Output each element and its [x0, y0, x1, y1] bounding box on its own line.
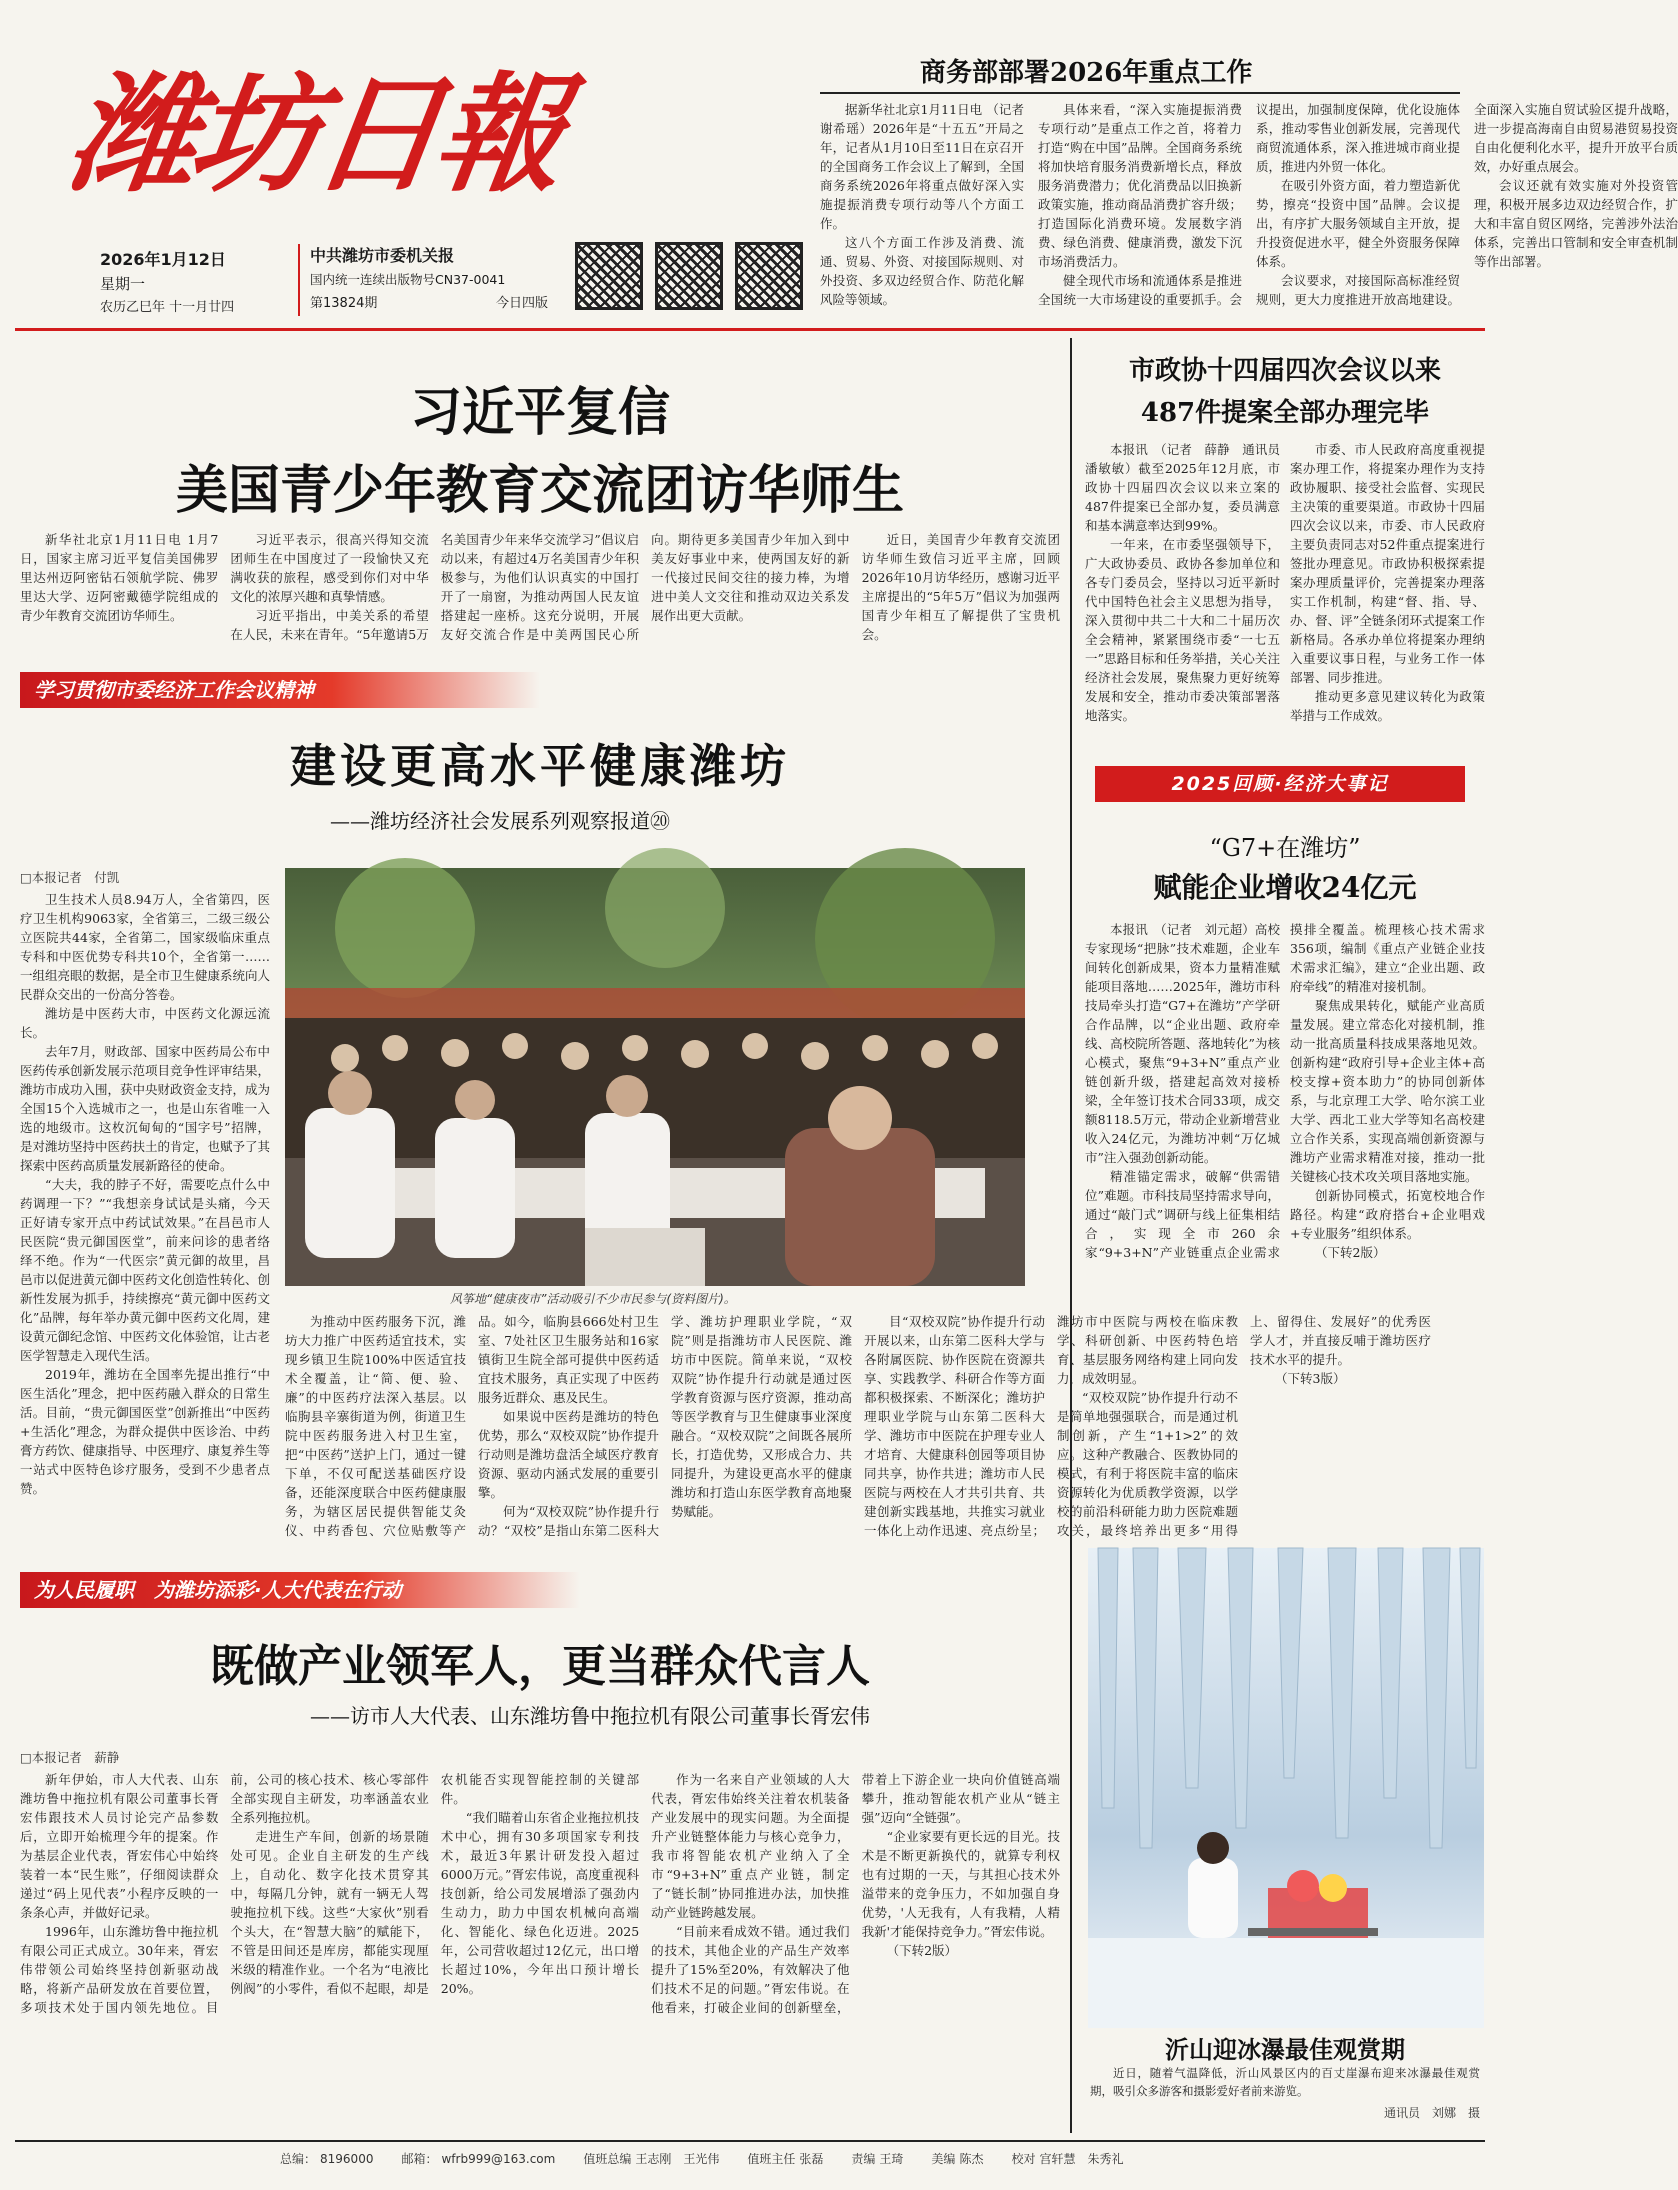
footer-item [1011, 2150, 1123, 2167]
cppcc-title-line1: 市政协十四届四次会议以来 [1128, 356, 1441, 386]
cn-number: 国内统一连续出版物号CN37-0041 [310, 272, 506, 287]
cppcc-title-line2: 487件提案全部办理完毕 [1140, 398, 1430, 428]
footer-label: 责编 [851, 2152, 876, 2166]
paragraph: 近日，美国青少年教育交流团访华师生致信习近平主席，回顾2026年10月访华经历，感谢习近平主席提出的“5年5万”倡议为加强两国青少年相互了解提供了宝贵机会。 [861, 532, 1060, 642]
issue-lunar: 农历乙巳年 十一月廿四 [100, 300, 235, 315]
paragraph: （下转2版） [1315, 1245, 1386, 1260]
issue-date-block [100, 248, 260, 320]
section-banner-review: 2025回顾·经济大事记 [1095, 766, 1465, 802]
paragraph: 市委、市人民政府高度重视提案办理工作，将提案办理作为支持政协履职、接受社会监督、实现民主决策的重要渠道。市政协十四届四次会议以来，市委、市人民政府主要负责同志对52件重点提案进行签批办理意见。市政协积极探索提案办理质量评价，完善提案办理落实工作机制，构建“督、指、导、办、督、评”全链条闭环式提案工作新格局。各承办单位将提案办理纳入重要议事日程，与业务工作一体部署、同步推进。 [1290, 442, 1485, 685]
publisher-block [298, 244, 548, 316]
paragraph: （下转2版） [886, 1943, 958, 1958]
issue-weekday: 星期一 [100, 275, 146, 293]
paragraph: 去年7月，财政部、国家中医药局公布中医药传承创新发展示范项目竞争性评审结果，潍坊市成功入围，获中央财政资金支持，成为全国15个入选城市之一，也是山东省唯一入选的地级市。这枚沉甸甸的“国字号”招牌，是对潍坊坚持中医药扶土的肯定，也赋予了其探索中医药高质量发展新路径的使命。 [20, 1044, 271, 1173]
footer-label: 邮箱： [401, 2152, 438, 2166]
ice-photo-title: 沂山迎冰瀑最佳观赏期 [1165, 2035, 1405, 2064]
paragraph: “我们瞄着山东省企业拖拉机技术中心，拥有30多项国家专利技术，最近3年累计研发投入超过6000万元。”胥宏伟说，高度重视科技创新，给公司发展增添了强劲内生动力，助力中国农机械向高端化、智能化、绿色化迈进。2025年，公司营收超过12亿元，出口增长超过10%，今年出口预计增长20%。 [440, 1810, 640, 1996]
footer-item [851, 2150, 903, 2167]
paragraph: 潍坊是中医药大市，中医药文化源远流长。 [20, 1006, 270, 1040]
industry-byline: □本报记者 薪静 [20, 1750, 120, 1765]
footer-value: 王琦 [879, 2152, 904, 2166]
footer-item [747, 2150, 823, 2167]
g7-title-line2: 赋能企业增收24亿元 [1153, 871, 1417, 904]
footer-value: 王志刚 王光伟 [635, 2152, 720, 2166]
paragraph: 一年来，在市委坚强领导下，广大政协委员、政协各参加单位和各专门委员会，坚持以习近平新时代中国特色社会主义思想为指导，深入贯彻中共二十大和二十届历次全会精神，紧紧围绕市委“一七五一”思路目标和任务举措，关心关注经济社会发展，聚焦聚力更好统筹发展和安全，推动市委决策部署落地落实。 [1085, 537, 1280, 723]
lead-title-line2: 美国青少年教育交流团访华师生 [175, 460, 904, 521]
publisher: 中共潍坊市委机关报 [310, 246, 455, 265]
lead-article [20, 530, 1060, 662]
footer-label: 总编： [280, 2152, 317, 2166]
paragraph: 具体来看，“深入实施提振消费专项行动”是重点工作之首，将着力打造“购在中国”品牌。全国商务系统将加快培育服务消费新增长点，释放服务消费潜力；优化消费品以旧换新政策实施，推动商品消费扩容升级；打造国际化消费环境。发展数字消费、绿色消费、健康消费，激发下沉市场消费活力。 [1038, 102, 1242, 269]
paragraph: 健全现代市场和流通体系是推进全国统一大市场建设的重要抓手。会议提出，加强制度保障，优化设施体系，推动零售业创新发展，完善现代商贸流通体系，深入推进城市商业提质，推进内外贸一体化。 [1038, 102, 1460, 307]
industry-subtitle: ——访市人大代表、山东潍坊鲁中拖拉机有限公司董事长胥宏伟 [310, 1704, 870, 1728]
paragraph: 本报讯 （记者 刘元超）高校专家现场“把脉”技术难题，企业车间转化创新成果，资本力量精准赋能项目落地……2025年，潍坊市科技局牵头打造“G7+在潍坊”产学研合作品牌，以“企业出题、政府牵线、高校院所答题、落地转化”为核心模式，聚焦“9+3+N”重点产业链创新升级，搭建起高效对接桥梁，全年签订技术合同33项，成交额8118.5万元，带动企业新增营业收入24亿元，为潍坊冲刺“万亿城市”注入强劲创新动能。 [1085, 922, 1280, 1165]
masthead-rule [15, 328, 1485, 331]
paragraph: “大夫，我的脖子不好，需要吃点什么中药调理一下？”“我想亲身试试是头痛，今天正好请专家开点中药试试效果。”在昌邑市人民医院“贵元御国医堂”，前来问诊的患者络绎不绝。作为“一代医宗”黄元御的故里，昌邑市以促进黄元御中医药文化创造性转化、创新性发展为抓手，持续擦亮“黄元御中医药文化”品牌，每年举办黄元御中医药文化周，建设黄元御纪念馆、中医药文化体验馆，让古老医学智慧走入现代生活。 [20, 1177, 271, 1363]
health-article-left [20, 890, 270, 1558]
health-subtitle: ——潍坊经济社会发展系列观察报道⑳ [330, 809, 670, 833]
issue-date: 2026年1月12日 [100, 250, 226, 269]
column-divider [1070, 338, 1072, 2133]
paragraph: 2019年，潍坊在全国率先提出推行“中医生活化”理念，把中医药融入群众的日常生活。目前，“贵元御国医堂”创新推出“中医药+生活化”理念，为群众提供中医诊治、中药膏方药饮、健康指导、中医理疗、康复养生等一站式中医特色诊疗服务，受到不少患者点赞。 [20, 1367, 271, 1496]
g7-article [1085, 920, 1485, 1542]
paragraph: “目前来看成效不错。通过我们的技术，其他企业的产品生产效率提升了15%至20%，有效解决了他们技术不足的问题。”胥宏伟说。在他看来，打破企业间的创新壁垒，带着上下游企业一块向价值链高端攀升，推动智能农机产业从“链主强”迈向“全链强”。 [651, 1772, 1060, 2015]
paragraph: 卫生技术人员8.94万人，全省第四，医疗卫生机构9063家，全省第三，二级三级公立医院共44家，全省第二，国家级临床重点专科和中医优势专科共10个，全省第一……一组组亮眼的数据，是全市卫生健康系统向人民群众交出的一份高分答卷。 [20, 892, 271, 1002]
paragraph: “企业家要有更长远的目光。技术是不断更新换代的，就算专利权也有过期的一天，与其担心技术外溢带来的竞争压力，不如加强自身优势，'人无我有，人有我精，人精我新'才能保持竞争力。”胥宏伟说。 [861, 1829, 1060, 1939]
qr-code-icon [735, 242, 803, 310]
footer-item [280, 2150, 373, 2167]
health-article-bottom [285, 1312, 1431, 1558]
industry-title: 既做产业领军人，更当群众代言人 [210, 1641, 870, 1692]
paragraph: 聚焦成果转化，赋能产业高质量发展。建立常态化对接机制，推动一批高质量科技成果落地见效。创新构建“政府引导+企业主体+高校支撑+资本助力”的协同创新体系，与北京理工大学、哈尔滨工业大学、西北工业大学等知名高校建立合作关系，实现高端创新资源与潍坊产业需求精准对接，推动一批关键核心技术攻关项目落地实施。 [1290, 998, 1485, 1184]
lead-title-line1: 习近平复信 [409, 382, 670, 443]
footer-value: 张磊 [799, 2152, 824, 2166]
top-right-article [820, 100, 1678, 322]
paragraph: 走进生产车间，创新的场景随处可见。企业自主研发的生产线上，自动化、数字化技术贯穿其中，每隔几分钟，就有一辆无人驾驶拖拉机下线。这些“大家伙”别看个头大，在“智慧大脑”的赋能下，不管是田间还是库房，都能实现厘米级的精准作业。一个名为“电液比例阀”的小零件，看似不起眼，却是农机能否实现智能控制的关键部件。 [230, 1772, 640, 1996]
page-count: 今日四版 [495, 296, 548, 311]
paragraph: 推动更多意见建议转化为政策举措与工作成效。 [1290, 689, 1485, 723]
night-market-photo [285, 868, 1025, 1286]
footer-label: 美编 [931, 2152, 956, 2166]
ice-waterfall-image [1088, 1548, 1484, 2028]
footer-rule [15, 2140, 1485, 2142]
paragraph: 在吸引外资方面，着力塑造新优势，擦亮“投资中国”品牌。会议提出，有序扩大服务领域自主开放，提升投资促进水平，健全外资服务保障体系。 [1256, 178, 1460, 269]
paragraph: 这八个方面工作涉及消费、流通、贸易、外资、对接国际规则、对外投资、多双边经贸合作、防范化解风险等领域。 [820, 235, 1024, 307]
paragraph: 作为一名来自产业领域的人大代表，胥宏伟始终关注着农机装备产业发展中的现实问题。为全面提升产业链整体能力与核心竞争力，我市将智能农机产业纳入了全市“9+3+N”重点产业链，制定了“链长制”协同推进办法，加快推动产业链跨越发展。 [651, 1772, 850, 1920]
ice-photo-text [1090, 2064, 1480, 2106]
footer-item [401, 2150, 555, 2167]
footer-item [583, 2150, 719, 2167]
footer-item [931, 2150, 983, 2167]
qr-code-icon [575, 242, 643, 310]
photo-caption: 风筝地“健康夜市”活动吸引不少市民参与(资料图片)。 [450, 1292, 736, 1306]
paragraph: 创新协同模式，拓宽校地合作路径。构建“政府搭台+企业唱戏+专业服务”组织体系。 [1290, 1188, 1485, 1241]
health-title: 建设更高水平健康潍坊 [290, 739, 790, 793]
paragraph: 1996年，山东潍坊鲁中拖拉机有限公司正式成立。30年来，胥宏伟带领公司始终坚持创新驱动战略，将新产品研发放在首要位置，多项技术处于国内领先地位。目前，公司的核心技术、核心零部件全部实现自主研发，功率涵盖农业全系列拖拉机。 [20, 1772, 429, 2015]
masthead-logo [59, 55, 630, 215]
paragraph: 新华社北京1月11日电 1月7日，国家主席习近平复信美国佛罗里达州迈阿密钻石领航学院、佛罗里达大学、迈阿密戴德学院组成的青少年教育交流团访华师生。 [20, 532, 219, 623]
footer-value: 8196000 [320, 2152, 374, 2166]
paragraph: 新年伊始，市人大代表、山东潍坊鲁中拖拉机有限公司董事长胥宏伟跟技术人员讨论完产品参数后，立即开始梳理今年的提案。作为基层企业代表，胥宏伟心中始终装着一本“民生账”，仔细阅读群众递过“码上见代表”小程序反映的一条条心声，并做好记录。 [20, 1772, 219, 1920]
paragraph: 习近平指出，中美关系的希望在人民，未来在青年。“5年邀请5万名美国青少年来华交流学习”倡议启动以来，有超过4万名美国青少年积极参与，为他们认识真实的中国打开了一扇窗，为推动两国人民友谊搭建起一座桥。这充分说明，开展友好交流合作是中美两国民心所向。期待更多美国青少年加入到中美友好事业中来，使两国友好的新一代接过民间交往的接力棒，为增进中美人文交往和推动双边关系发展作出更大贡献。 [230, 532, 850, 642]
health-byline: □本报记者 付凯 [20, 870, 120, 885]
paragraph: 会议要求，对接国际高标准经贸规则，更大力度推进开放高地建设。全面深入实施自贸试验区提升战略，进一步提高海南自由贸易港贸易投资自由化便利化水平，提升开放平台质效，办好重点展会。 [1256, 102, 1678, 307]
g7-title-line1: “G7+在潍坊” [1209, 834, 1361, 862]
divider [820, 92, 1460, 94]
footer-value: wfrb999@163.com [441, 2152, 556, 2166]
night-market-image [285, 868, 1025, 1286]
section-banner-economy: 学习贯彻市委经济工作会议精神 [20, 672, 540, 708]
ice-waterfall-photo [1088, 1548, 1484, 2028]
paragraph: 会议还就有效实施对外投资管理，积极开展多边双边经贸合作，扩大和丰富自贸区网络，完善涉外法治体系，完善出口管制和安全审查机制等作出部署。 [1474, 178, 1678, 269]
newspaper-title: 潍坊日報 [59, 60, 569, 210]
paragraph: 据新华社北京1月11日电 （记者谢希瑶）2026年是“十五五”开局之年，记者从1月10日至11日在京召开的全国商务工作会议上了解到，全国商务系统2026年将重点做好深入实施提振消费专项行动等八个方面工作。 [820, 102, 1024, 231]
top-right-headline: 商务部部署2026年重点工作 [920, 58, 1253, 88]
footer-value: 宫轩慧 朱秀礼 [1039, 2152, 1124, 2166]
paragraph: 如果说中医药是潍坊的特色优势，那么“双校双院”协作提升行动则是潍坊盘活全域医疗教育资源、驱动内涵式发展的重要引擎。 [478, 1409, 659, 1500]
footer-label: 值班总编 [583, 2152, 632, 2166]
footer-label: 值班主任 [747, 2152, 796, 2166]
industry-article [20, 1770, 1060, 2132]
paragraph: 精准锚定需求，破解“供需错位”难题。市科技局坚持需求导向，通过“敲门式”调研与线上征集相结合，实现全市260余家“9+3+N”产业链重点企业需求摸排全覆盖。梳理核心技术需求356项，编制《重点产业链企业技术需求汇编》，建立“企业出题、政府牵线”的精准对接机制。 [1085, 922, 1485, 1260]
issue-number: 第13824期 [310, 296, 378, 311]
footer-credits [280, 2150, 1480, 2167]
paragraph: 为推动中医药服务下沉，潍坊大力推广中医药适宜技术，实现乡镇卫生院100%中医适宜技术全覆盖，让“简、便、验、廉”的中医药疗法深入基层。以临朐县辛寨街道为例，街道卫生院中医药服务进入村卫生室，把“中医药”送护上门，通过一键下单，不仅可配送基础医疗设备，还能深度联合中医药健康服务，为辖区居民提供智能艾灸仪、中药香包、穴位贴敷等产品。如今，临朐县666处村卫生室、7处社区卫生服务站和16家镇街卫生院全部可提供中医药适宜技术服务，真正实现了中医药服务近群众、惠及民生。 [285, 1314, 659, 1538]
footer-value: 陈杰 [959, 2152, 984, 2166]
paragraph: 本报讯 （记者 薛静 通讯员 潘敏敏）截至2025年12月底，市政协十四届四次会议以来立案的487件提案已全部办复，委员满意和基本满意率达到99%。 [1085, 442, 1293, 533]
paragraph: 何为“双校双院”协作提升行动？“双校”是指山东第二医科大学、潍坊护理职业学院，“双院”则是指潍坊市人民医院、潍坊市中医院。简单来说，“双校双院”协作提升行动就是通过医学教育资源与医疗资源，推动高等医学教育与卫生健康事业深度融合。“双校双院”之间既各展所长，打造优势，又形成合力、共同提升，为建设更高水平的健康潍坊和打造山东医学教育高地聚势赋能。 [478, 1314, 852, 1538]
qr-code-icon [655, 242, 723, 310]
cppcc-article [1085, 440, 1485, 740]
ice-photo-credit: 通讯员 刘娜 摄 [1383, 2106, 1480, 2120]
paragraph: 习近平表示，很高兴得知交流团师生在中国度过了一段愉快又充满收获的旅程，感受到你们对中华文化的浓厚兴趣和真挚情感。 [230, 532, 429, 604]
footer-label: 校对 [1011, 2152, 1036, 2166]
section-banner-npc: 为人民履职 为潍坊添彩·人大代表在行动 [20, 1572, 580, 1608]
paragraph: （下转3版） [1275, 1371, 1346, 1386]
paragraph: 目“双校双院”协作提升行动开展以来，山东第二医科大学与各附属医院、协作医院在资源共享、实践教学、科研合作等方面都积极探索、不断深化；潍坊护理职业学院与山东第二医科大学、潍坊市中医院在护理专业人才培育、大健康科创园等项目协同共享，协作共进；潍坊市人民医院与两校在人才共引共育、共建创新实践基地，共推实习就业一体化上动作迅速、亮点纷呈；潍坊市中医院与两校在临床教学、科研创新、中医药特色培育、基层服务网络构建上同向发力，成效明显。 [864, 1314, 1238, 1538]
ice-photo-text-para: 近日，随着气温降低，沂山风景区内的百丈崖瀑布迎来冰瀑最佳观赏期，吸引众多游客和摄影爱好者前来游览。 [1090, 2066, 1480, 2098]
paragraph: “双校双院”协作提升行动不是简单地强强联合，而是通过机制创新，产生“1+1>2”的效应。这种产教融合、医教协同的模式，有利于将医院丰富的临床资源转化为优质教学资源，以学校的前沿科研能力助力医院难题攻关，最终培养出更多“用得上、留得住、发展好”的优秀医学人才，并直接反哺于潍坊医疗技术水平的提升。 [1057, 1314, 1431, 1538]
